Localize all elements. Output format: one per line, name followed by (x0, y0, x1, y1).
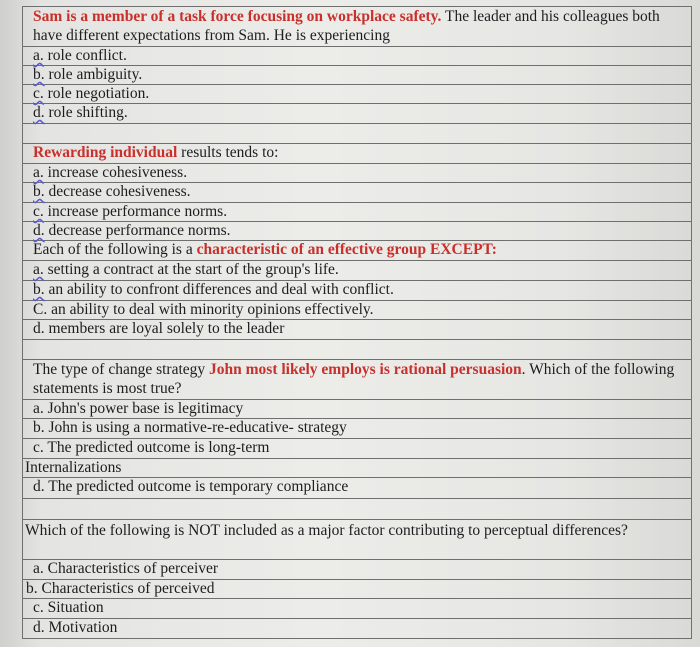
option-text: c. The predicted outcome is long-term (33, 439, 270, 456)
q2-option-b (22, 183, 692, 203)
option-letter: C. (33, 301, 48, 318)
option-letter: a. (33, 261, 44, 278)
q1-option-c (22, 85, 692, 104)
q5-option-a (22, 560, 692, 580)
q4-option-a (22, 400, 692, 419)
option-letter: a. (33, 164, 44, 181)
option-letter: b. (33, 66, 45, 83)
q5-option-d (22, 619, 692, 639)
q4-option-b (22, 419, 692, 439)
option-letter: a. (33, 47, 44, 64)
option-letter: b. (33, 281, 45, 298)
option-text: role negotiation. (43, 85, 150, 102)
q2-stem-rest: results tends to: (177, 144, 279, 161)
option-text: d. The predicted outcome is temporary compliance (33, 478, 349, 495)
q3-option-c (22, 301, 692, 320)
option-text: role shifting. (44, 104, 128, 121)
q2-option-d (22, 222, 692, 241)
q4-stem-bold: John most likely employs is rational persuasion (209, 361, 522, 378)
option-letter: c. (33, 85, 44, 102)
option-text: role conflict. (43, 47, 127, 64)
option-text: c. Situation (33, 599, 104, 616)
q2-stem-bold: Rewarding individual (33, 144, 178, 161)
question-4-stem (22, 360, 692, 400)
question-2-stem (22, 144, 692, 164)
option-text: a. Characteristics of perceiver (33, 560, 219, 577)
q4-stem-rest: . Which of the following statements is most true? (33, 361, 675, 397)
q1-stem-bold: Sam is a member of a task force focusing on workplace safety. (33, 8, 442, 25)
q3-option-b (22, 281, 692, 301)
option-letter: d. (33, 320, 45, 337)
q1-stem-rest: The leader and his colleagues both have different expectations from Sam. He is experiencing (33, 8, 660, 44)
q3-option-d (22, 320, 692, 340)
option-letter: b. (33, 183, 45, 200)
q4-option-c (22, 439, 692, 459)
option-text: decrease cohesiveness. (44, 183, 191, 200)
question-table (22, 6, 692, 639)
option-text: Internalizations (25, 459, 122, 476)
q5-option-c (22, 599, 692, 619)
option-text: an ability to deal with minority opinions effectively. (47, 301, 374, 318)
spacer-row (22, 340, 692, 360)
q1-option-d (22, 104, 692, 124)
option-text: members are loyal solely to the leader (44, 320, 285, 337)
option-text: b. Characteristics of perceived (26, 580, 215, 597)
q5-stem: Which of the following is NOT included as a major factor contributing to perceptual differences? (25, 522, 628, 539)
question-5-stem (22, 520, 692, 560)
option-text: increase performance norms. (43, 203, 228, 220)
option-text: d. Motivation (33, 619, 118, 636)
spacer-row (22, 124, 692, 144)
q4-stem-plain: The type of change strategy (33, 361, 210, 378)
q3-stem-bold: characteristic of an effective group EXCEPT: (196, 241, 497, 258)
option-text: role ambiguity. (44, 66, 143, 83)
question-3-stem (22, 241, 692, 261)
q2-option-c (22, 203, 692, 222)
option-text: decrease performance norms. (44, 222, 231, 239)
option-letter: d. (33, 104, 45, 121)
q4-option-c-cont (22, 459, 692, 478)
q3-stem-plain: Each of the following is a (33, 241, 197, 258)
option-text: increase cohesiveness. (43, 164, 188, 181)
q1-option-b (22, 66, 692, 85)
spacer-row (22, 499, 692, 520)
q1-option-a (22, 47, 692, 66)
q2-option-a (22, 164, 692, 183)
option-text: an ability to confront differences and deal with conflict. (44, 281, 394, 298)
option-text: b. John is using a normative-re-educative- strategy (33, 419, 347, 436)
option-letter: d. (33, 222, 45, 239)
question-1-stem (22, 7, 692, 47)
option-letter: c. (33, 203, 44, 220)
option-text: a. John's power base is legitimacy (33, 400, 244, 417)
q4-option-d (22, 478, 692, 499)
q3-option-a (22, 261, 692, 281)
option-text: setting a contract at the start of the group's life. (43, 261, 339, 278)
q5-option-b (22, 580, 692, 599)
